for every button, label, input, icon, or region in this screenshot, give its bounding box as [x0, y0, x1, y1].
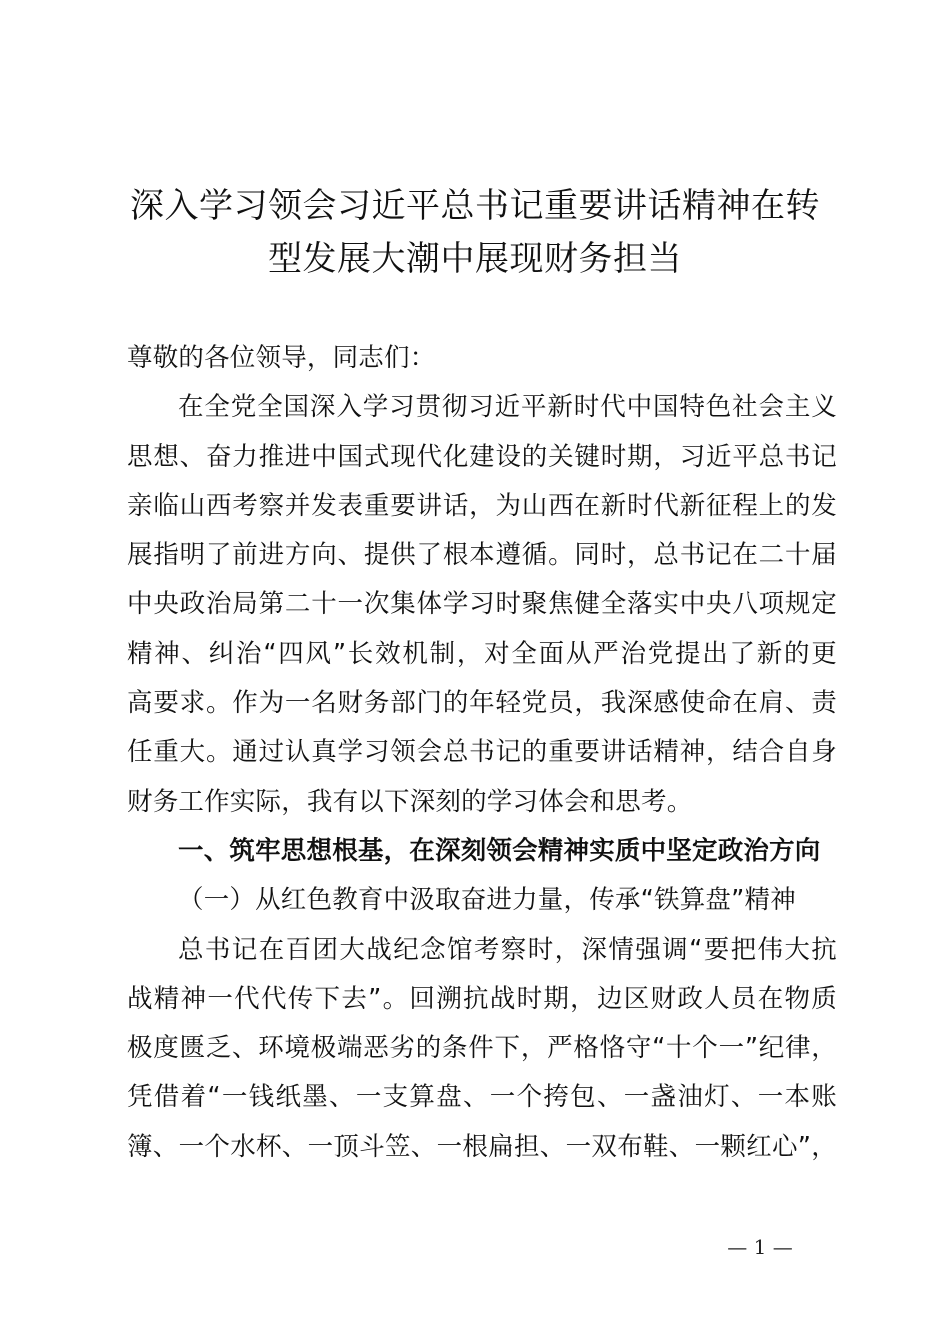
paragraph-line: 任重大。通过认真学习领会总书记的重要讲话精神，结合自身 — [127, 737, 837, 768]
paragraph-line: 精神、纠治“四风”长效机制，对全面从严治党提出了新的更 — [127, 638, 837, 669]
document-title — [110, 180, 840, 286]
paragraph-line: 高要求。作为一名财务部门的年轻党员，我深感使命在肩、责 — [127, 688, 837, 719]
paragraph-line: 在全党全国深入学习贯彻习近平新时代中国特色社会主义 — [178, 392, 837, 423]
paragraph-line: 亲临山西考察并发表重要讲话，为山西在新时代新征程上的发 — [127, 490, 837, 521]
subsection-heading: （一）从红色教育中汲取奋进力量，传承“铁算盘”精神 — [178, 885, 796, 916]
paragraph-line: 凭借着“一钱纸墨、一支算盘、一个挎包、一盏油灯、一本账 — [127, 1082, 837, 1113]
section-heading: 一、筑牢思想根基，在深刻领会精神实质中坚定政治方向 — [178, 835, 821, 866]
paragraph-line: 总书记在百团大战纪念馆考察时，深情强调“要把伟大抗 — [178, 934, 837, 965]
paragraph-spirit — [127, 926, 837, 1172]
document-body — [127, 334, 837, 1172]
paragraph-line: 展指明了前进方向、提供了根本遵循。同时，总书记在二十届 — [127, 540, 837, 571]
page-number: — 1 — — [727, 1235, 793, 1259]
paragraph-intro — [127, 383, 837, 827]
paragraph-line: 战精神一代代传下去”。回溯抗战时期，边区财政人员在物质 — [127, 983, 837, 1014]
paragraph-line: 中央政治局第二十一次集体学习时聚焦健全落实中央八项规定 — [127, 589, 837, 620]
paragraph-line: 财务工作实际，我有以下深刻的学习体会和思考。 — [127, 786, 693, 817]
title-line-1: 深入学习领会习近平总书记重要讲话精神在转 — [130, 186, 820, 226]
paragraph-line: 思想、奋力推进中国式现代化建设的关键时期，习近平总书记 — [127, 441, 837, 472]
paragraph-line: 极度匮乏、环境极端恶劣的条件下，严格恪守“十个一”纪律， — [127, 1033, 837, 1064]
paragraph-line: 簿、一个水杯、一顶斗笠、一根扁担、一双布鞋、一颗红心”， — [127, 1131, 837, 1162]
salutation: 尊敬的各位领导，同志们： — [127, 343, 436, 373]
title-line-2: 型发展大潮中展现财务担当 — [268, 239, 682, 279]
